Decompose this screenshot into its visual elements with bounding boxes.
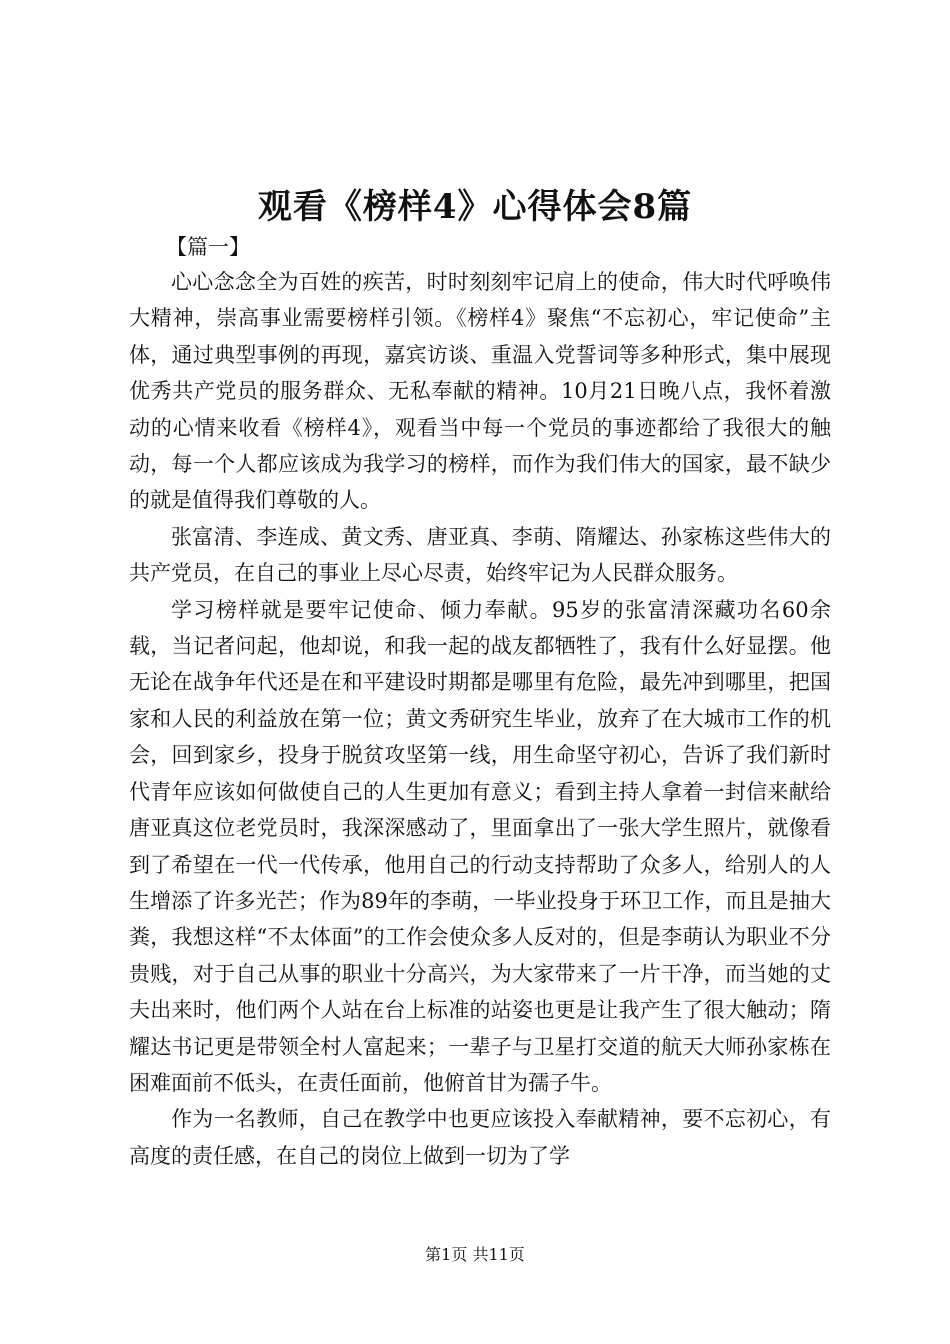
page-footer: 第1页 共11页	[425, 1245, 525, 1264]
document-title: 观看《榜样4》心得体会8篇	[257, 187, 693, 227]
section-label: 【篇一】	[166, 235, 250, 259]
document-body	[129, 264, 831, 1174]
paragraph: 心心念念全为百姓的疾苦，时时刻刻牢记肩上的使命，伟大时代呼唤伟大精神，崇高事业需要榜样引领。《榜样4》聚焦“不忘初心，牢记使命”主体，通过典型事例的再现，嘉宾访谈、重温入党誓词等多种形式，集中展现优秀共产党员的服务群众、无私奉献的精神。10月21日晚八点，我怀着激动的心情来收看《榜样4》，观看当中每一个党员的事迹都给了我很大的触动，每一个人都应该成为我学习的榜样，而作为我们伟大的国家，最不缺少的就是值得我们尊敬的人。	[129, 270, 831, 513]
paragraph: 作为一名教师，自己在教学中也更应该投入奉献精神，要不忘初心，有高度的责任感，在自己的岗位上做到一切为了学	[129, 1107, 831, 1168]
paragraph: 学习榜样就是要牢记使命、倾力奉献。95岁的张富清深藏功名60余载，当记者问起，他却说，和我一起的战友都牺牲了，我有什么好显摆。他无论在战争年代还是在和平建设时期都是哪里有危险，最先冲到哪里，把国家和人民的利益放在第一位；黄文秀研究生毕业，放弃了在大城市工作的机会，回到家乡，投身于脱贫攻坚第一线，用生命坚守初心，告诉了我们新时代青年应该如何做使自己的人生更加有意义；看到主持人拿着一封信来献给唐亚真这位老党员时，我深深感动了，里面拿出了一张大学生照片，就像看到了希望在一代一代传承，他用自己的行动支持帮助了众多人，给别人的人生增添了许多光芒；作为89年的李萌，一毕业投身于环卫工作，而且是抽大粪，我想这样“不太体面”的工作会使众多人反对的，但是李萌认为职业不分贵贱，对于自己从事的职业十分高兴，为大家带来了一片干净，而当她的丈夫出来时，他们两个人站在台上标准的站姿也更是让我产生了很大触动；隋耀达书记更是带领全村人富起来；一辈子与卫星打交道的航天大师孙家栋在困难面前不低头，在责任面前，他俯首甘为孺子牛。	[129, 597, 831, 1095]
paragraph: 张富清、李连成、黄文秀、唐亚真、李萌、隋耀达、孙家栋这些伟大的共产党员，在自己的事业上尽心尽责，始终牢记为人民群众服务。	[129, 524, 831, 586]
